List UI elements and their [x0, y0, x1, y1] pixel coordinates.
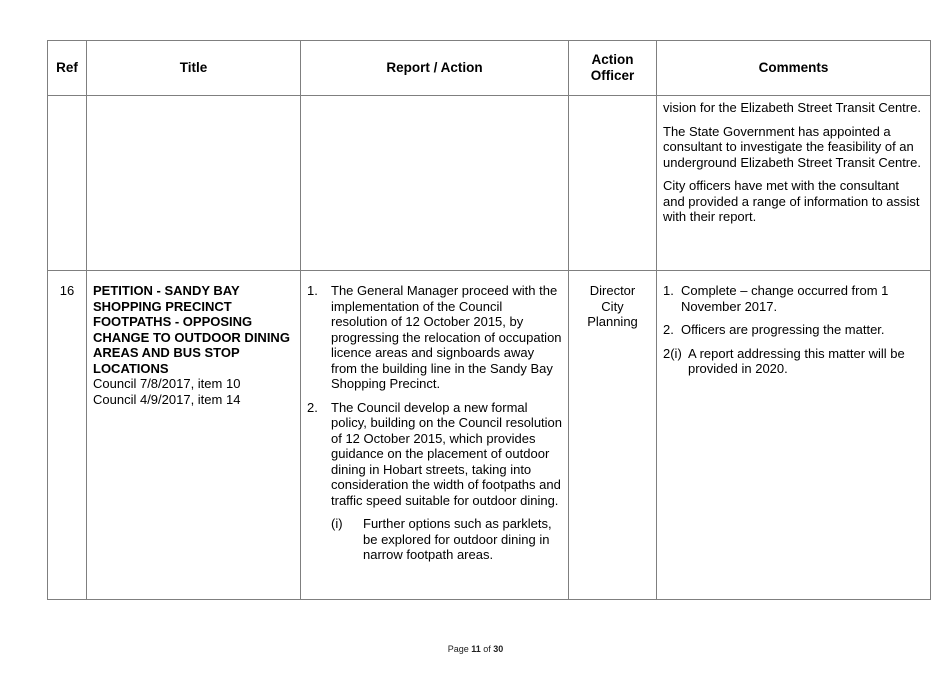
- meeting-reference: Council 4/9/2017, item 14: [93, 391, 241, 407]
- list-item: [307, 283, 562, 392]
- sub-action: [331, 516, 562, 563]
- list-item: [307, 400, 562, 563]
- comment-item: [663, 283, 924, 314]
- comment-text: Complete – change occurred from 1 November 2017.: [681, 283, 889, 314]
- list-number: 2.: [307, 399, 318, 415]
- officer-line: City: [601, 298, 624, 314]
- header-ref: Ref: [48, 41, 87, 96]
- comment-paragraph: City officers have met with the consultant and provided a range of information to assist with their report.: [663, 178, 920, 224]
- page-number-footer: [0, 644, 951, 654]
- cell-title: [87, 96, 301, 271]
- cell-report: [301, 96, 569, 271]
- cell-report: [301, 271, 569, 600]
- comment-number: 2.: [663, 322, 674, 337]
- cell-officer: [569, 96, 657, 271]
- cell-comments: [657, 96, 931, 271]
- header-officer-line1: Action: [591, 52, 634, 67]
- header-action-officer: [569, 41, 657, 96]
- comment-text: Officers are progressing the matter.: [681, 322, 885, 337]
- action-text: The General Manager proceed with the implementation of the Council resolution of 12 October 2015, by progressing the relocation of occupation licence areas and signboards away from the building line in the Sandy Bay Shopping Precinct.: [331, 283, 562, 391]
- cell-comments: [657, 271, 931, 600]
- sub-number: (i): [331, 516, 343, 531]
- table-row: [48, 96, 931, 271]
- total-pages: 30: [493, 644, 504, 654]
- header-report-action: Report / Action: [301, 41, 569, 96]
- table-row: [48, 271, 931, 600]
- table-header-row: [48, 41, 931, 96]
- comment-paragraph: The State Government has appointed a consultant to investigate the feasibility of an underground Elizabeth Street Transit Centre.: [663, 123, 921, 170]
- header-title: Title: [87, 41, 301, 96]
- comment-item: [663, 346, 924, 377]
- item-title: PETITION - SANDY BAY SHOPPING PRECINCT FOOTPATHS - OPPOSING CHANGE TO OUTDOOR DINING AREAS AND BUS STOP LOCATIONS: [93, 283, 290, 376]
- cell-title: [87, 271, 301, 600]
- header-officer-line2: Officer: [590, 68, 635, 83]
- cell-ref: [48, 96, 87, 271]
- comment-text: A report addressing this matter will be provided in 2020.: [688, 345, 905, 376]
- list-number: 1.: [307, 283, 318, 298]
- action-list: [307, 283, 562, 563]
- header-comments: Comments: [657, 41, 931, 96]
- cell-ref: 16: [48, 271, 87, 600]
- footer-prefix: Page: [447, 644, 469, 654]
- comment-number: 1.: [663, 283, 674, 298]
- action-text: The Council develop a new formal policy, building on the Council resolution of 12 October 2015, which provides guidance on the placement of outdoor dining in Hobart streets, taking into consideration the width of footpaths and traffic speed suitable for outdoor dining.: [331, 399, 563, 508]
- action-table: [47, 40, 931, 600]
- footer-of: of: [483, 644, 491, 654]
- comment-item: [663, 322, 924, 338]
- officer-line: Director: [589, 283, 636, 298]
- sub-action-text: Further options such as parklets, be explored for outdoor dining in narrow footpath areas.: [363, 516, 552, 562]
- current-page: 11: [471, 644, 481, 654]
- officer-line: Planning: [587, 314, 638, 329]
- comment-paragraph: vision for the Elizabeth Street Transit Centre.: [663, 100, 921, 115]
- comment-number: 2(i): [663, 345, 682, 361]
- cell-officer: [569, 271, 657, 600]
- meeting-reference: Council 7/8/2017, item 10: [93, 376, 241, 391]
